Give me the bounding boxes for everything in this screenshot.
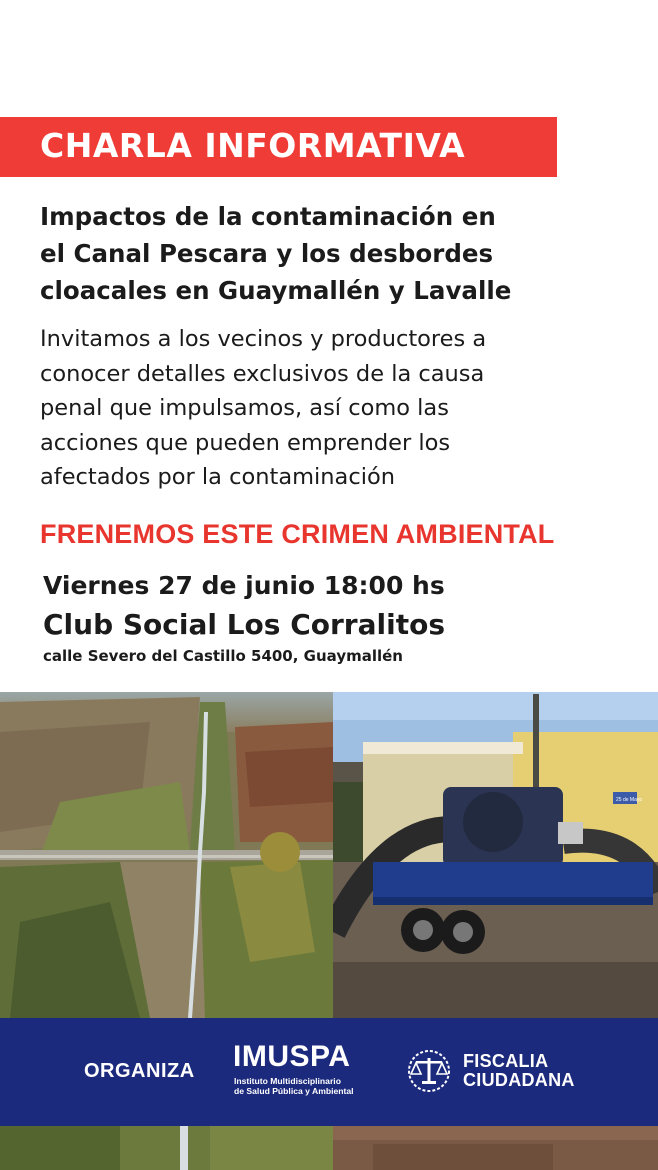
organizers-footer — [0, 1018, 658, 1126]
headline-line: cloacales en Guaymallén y Lavalle — [40, 276, 512, 305]
pump-trailer-photo — [333, 692, 658, 1018]
event-address: calle Severo del Castillo 5400, Guaymallén — [43, 647, 403, 665]
pump-photo-strip — [333, 1126, 658, 1170]
imuspa-subtitle-line: de Salud Pública y Ambiental — [234, 1086, 354, 1096]
paragraph-line: Invitamos a los vecinos y productores a — [40, 326, 487, 352]
event-date: Viernes 27 de junio 18:00 hs — [43, 571, 445, 600]
imuspa-subtitle-line: Instituto Multidisciplinario — [234, 1076, 341, 1086]
canal-aerial-photo — [0, 692, 333, 1018]
title-banner — [0, 117, 557, 177]
organiza-label: ORGANIZA — [84, 1060, 195, 1082]
imuspa-logo: IMUSPA — [233, 1040, 351, 1073]
headline-line: el Canal Pescara y los desbordes — [40, 239, 494, 268]
banner-title: CHARLA INFORMATIVA — [40, 126, 466, 165]
imuspa-subtitle — [234, 1076, 384, 1096]
slogan: FRENEMOS ESTE CRIMEN AMBIENTAL — [40, 519, 555, 549]
canal-photo-strip — [0, 1126, 333, 1170]
paragraph-line: conocer detalles exclusivos de la causa — [40, 360, 485, 387]
fiscalia-line: FISCALIA — [463, 1051, 549, 1071]
fiscalia-line: CIUDADANA — [463, 1070, 575, 1090]
event-venue: Club Social Los Corralitos — [43, 608, 445, 641]
street-sign: 25 de Mayo — [616, 797, 643, 803]
headline — [40, 198, 640, 309]
scales-of-justice-icon — [402, 1048, 456, 1094]
paragraph-line: afectados por la contaminación — [40, 464, 395, 490]
paragraph-line: penal que impulsamos, así como las — [40, 395, 449, 421]
invitation-paragraph — [40, 322, 650, 495]
headline-line: Impactos de la contaminación en — [40, 202, 496, 231]
fiscalia-ciudadana-logo — [463, 1052, 575, 1090]
paragraph-line: acciones que pueden emprender los — [40, 429, 451, 456]
